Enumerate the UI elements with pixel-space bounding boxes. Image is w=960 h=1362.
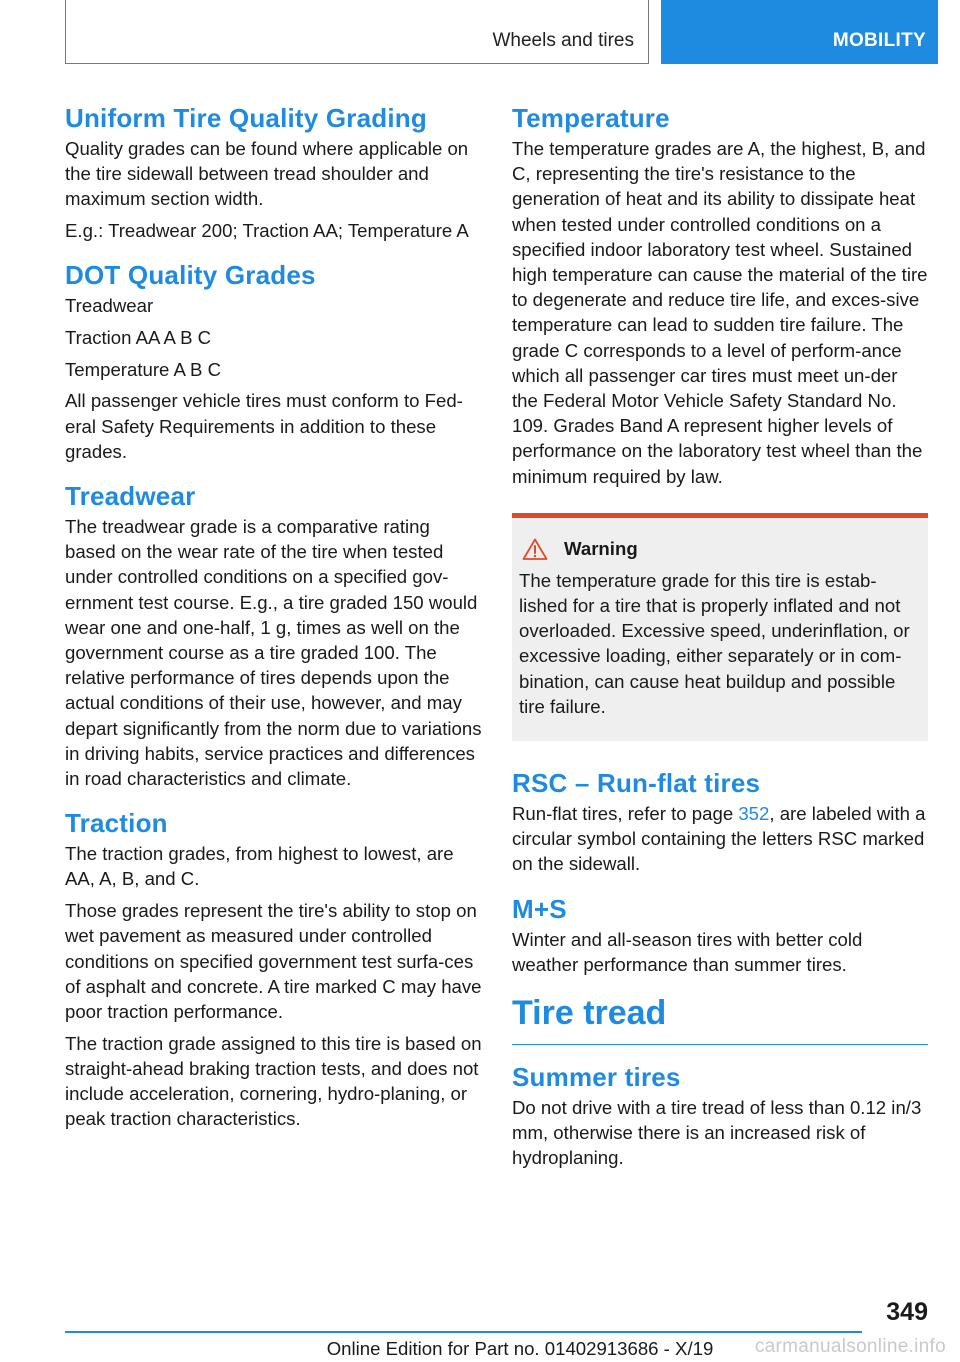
paragraph: Quality grades can be found where applicable on the tire sidewall between tread shoulder and maximum section width. <box>65 138 469 210</box>
left-column <box>65 100 482 1138</box>
heading-dot-quality-grades: DOT Quality Grades <box>65 260 316 291</box>
paragraph <box>512 801 928 877</box>
paragraph: The traction grades, from highest to lowest, are AA, A, B, and C. <box>65 843 454 890</box>
warning-title: Warning <box>564 537 638 559</box>
paragraph: E.g.: Treadwear 200; Traction AA; Temperature A <box>65 220 469 242</box>
heading-m-plus-s: M+S <box>512 893 567 924</box>
page-number: 349 <box>886 1298 928 1326</box>
paragraph: Temperature A B C <box>65 358 222 380</box>
header-section-box <box>65 0 649 64</box>
heading-tire-tread: Tire tread <box>512 991 928 1045</box>
paragraph: Treadwear <box>65 295 154 317</box>
heading-traction: Traction <box>65 808 168 839</box>
warning-box <box>512 513 928 741</box>
paragraph: Do not drive with a tire tread of less than 0.12 in/3 mm, otherwise there is an increased risk of hydroplaning. <box>512 1097 922 1169</box>
paragraph: All passenger vehicle tires must conform to Fed-eral Safety Requirements in addition to these grades. <box>65 390 463 462</box>
paragraph: Those grades represent the tire's ability to stop on wet pavement as measured under controlled conditions on specified government test surfa-ces of asphalt and concrete. A tire marked C may have poor traction performance. <box>65 900 482 1022</box>
paragraph: The traction grade assigned to this tire is based on straight-ahead braking traction tests, and does not include acceleration, cornering, hydro-planing, or peak traction characteristics. <box>65 1032 482 1130</box>
paragraph: The treadwear grade is a comparative rating based on the wear rate of the tire when tested under controlled conditions on a specified gov-ernment test course. E.g., a tire graded 150 would wear one and one-half, 1 g, times as well on the government course as a tire graded 100. The relative performance of tires depends upon the actual conditions of their use, however, and may depart significantly from the norm due to variations in driving habits, service practices and differences in road characteristics and climate. <box>65 516 482 790</box>
footer-edition: Online Edition for Part no. 01402913686 - X/19 <box>326 1338 714 1359</box>
heading-uniform-tire-quality-grading: Uniform Tire Quality Grading <box>65 103 427 133</box>
text-fragment: Run-flat tires, refer to page <box>512 803 739 825</box>
warning-triangle-icon <box>522 538 548 560</box>
header-chapter-label: MOBILITY <box>832 30 926 51</box>
heading-summer-tires: Summer tires <box>512 1062 681 1093</box>
header-chapter-tab <box>661 0 938 64</box>
header-section-title: Wheels and tires <box>492 30 634 51</box>
heading-rsc-run-flat-tires: RSC – Run-flat tires <box>512 768 761 799</box>
paragraph: Traction AA A B C <box>65 327 212 349</box>
paragraph: Winter and all-season tires with better cold weather performance than summer tires. <box>512 928 863 975</box>
text-fragment: , are labeled with a circular symbol containing the letters RSC marked on the sidewall. <box>512 803 926 875</box>
heading-treadwear: Treadwear <box>65 481 196 512</box>
right-column <box>512 100 928 1177</box>
warning-text: The temperature grade for this tire is estab-lished for a tire that is properly inflated and not overloaded. Excessive speed, underinflation, or excessive loading, either separately or in com-bination, can cause heat buildup and possible tire failure. <box>519 569 910 717</box>
footer-divider <box>65 1331 862 1333</box>
watermark: carmanualsonline.info <box>754 1336 946 1357</box>
warning-header <box>519 538 918 560</box>
page-reference-link[interactable]: 352 <box>738 803 770 825</box>
heading-temperature: Temperature <box>512 103 670 133</box>
paragraph: The temperature grades are A, the highest, B, and C, representing the tire's resistance to the generation of heat and its ability to dissipate heat when tested under controlled conditions on a specified indoor laboratory test wheel. Sustained high temperature can cause the material of the tire to degenerate and reduce tire life, and exces-sive temperature can lead to sudden tire failure. The grade C corresponds to a level of perform-ance which all passenger car tires must meet un-der the Federal Motor Vehicle Safety Standard No. 109. Grades Band A represent higher levels of performance on the laboratory test wheel than the minimum required by law. <box>512 138 928 487</box>
